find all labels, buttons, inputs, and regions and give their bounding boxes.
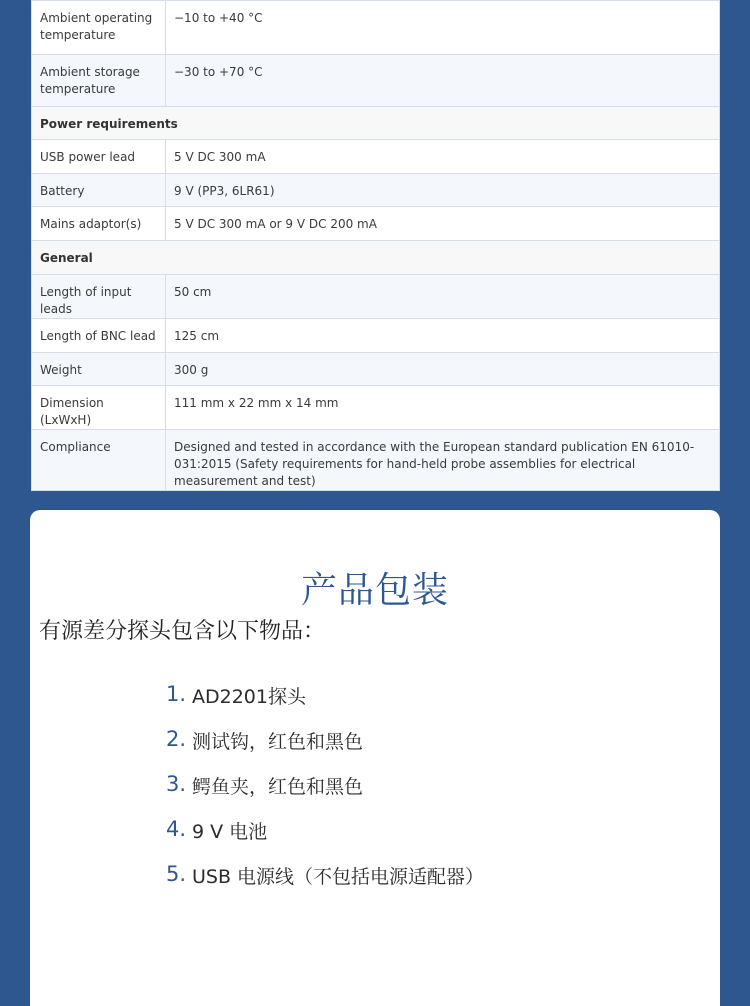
list-item xyxy=(166,727,484,772)
item-text: USB 电源线（不包括电源适配器） xyxy=(192,866,485,888)
specifications-table xyxy=(31,0,720,491)
spec-value: −30 to +70 °C xyxy=(166,55,720,107)
spec-value: 9 V (PP3, 6LR61) xyxy=(166,174,720,207)
spec-value: 50 cm xyxy=(166,275,720,319)
package-title: 产品包装 xyxy=(300,570,449,611)
spec-label: Battery xyxy=(32,174,166,207)
spec-value: 125 cm xyxy=(166,319,720,353)
spec-label: Length of BNC lead xyxy=(32,319,166,353)
item-text: 测试钩，红色和黑色 xyxy=(192,731,364,753)
section-header-row xyxy=(32,241,720,275)
section-header-row xyxy=(32,107,720,140)
table-row xyxy=(32,207,720,241)
package-items-list xyxy=(166,682,484,907)
list-item xyxy=(166,682,484,727)
item-number: 1. xyxy=(166,682,187,706)
spec-label: Ambient operating temperature xyxy=(32,1,166,55)
section-heading-power: Power requirements xyxy=(32,107,720,140)
item-number: 4. xyxy=(166,817,187,841)
table-row xyxy=(32,275,720,319)
spec-value: 5 V DC 300 mA or 9 V DC 200 mA xyxy=(166,207,720,241)
list-item xyxy=(166,772,484,817)
table-row xyxy=(32,140,720,174)
table-row xyxy=(32,386,720,430)
item-number: 3. xyxy=(166,772,187,796)
spec-label: Mains adaptor(s) xyxy=(32,207,166,241)
spec-value: 300 g xyxy=(166,353,720,386)
item-number: 5. xyxy=(166,862,187,886)
table-row xyxy=(32,430,720,491)
spec-value: −10 to +40 °C xyxy=(166,1,720,55)
spec-label: Compliance xyxy=(32,430,166,491)
spec-label: Length of input leads xyxy=(32,275,166,319)
table-row xyxy=(32,1,720,55)
table-row xyxy=(32,174,720,207)
spec-label: Ambient storage temperature xyxy=(32,55,166,107)
spec-value: Designed and tested in accordance with the European standard publication EN 61010-031:2015 (Safety requirements for hand-held probe assemblies for electrical measurement and test) xyxy=(166,430,720,491)
item-text: 鳄鱼夹，红色和黑色 xyxy=(192,776,364,798)
table-row xyxy=(32,319,720,353)
spec-label: Weight xyxy=(32,353,166,386)
item-text: 9 V 电池 xyxy=(192,821,268,843)
package-subtitle: 有源差分探头包含以下物品： xyxy=(39,619,326,644)
section-heading-general: General xyxy=(32,241,720,275)
item-text: AD2201探头 xyxy=(192,686,306,708)
package-contents-card xyxy=(30,510,720,1006)
table-row xyxy=(32,353,720,386)
item-number: 2. xyxy=(166,727,187,751)
spec-value: 5 V DC 300 mA xyxy=(166,140,720,174)
spec-value: 111 mm x 22 mm x 14 mm xyxy=(166,386,720,430)
list-item xyxy=(166,862,484,907)
table-row xyxy=(32,55,720,107)
list-item xyxy=(166,817,484,862)
spec-label: USB power lead xyxy=(32,140,166,174)
spec-label: Dimension (LxWxH) xyxy=(32,386,166,430)
